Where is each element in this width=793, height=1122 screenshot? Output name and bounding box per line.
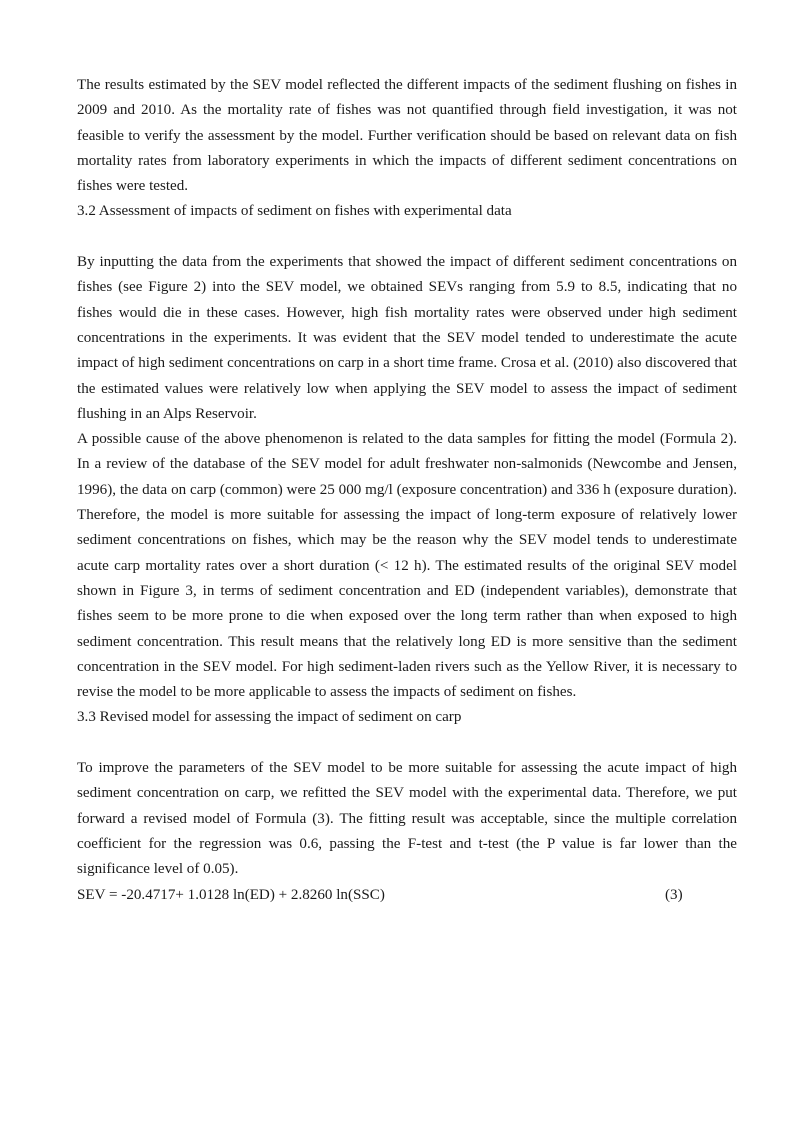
document-page [77, 73, 737, 908]
section-heading-3-2: 3.2 Assessment of impacts of sediment on fishes with experimental data [77, 203, 512, 220]
equation-text: SEV = -20.4717+ 1.0128 ln(ED) + 2.8260 ln(SSC) [77, 886, 385, 903]
paragraph-sev-results: The results estimated by the SEV model reflected the different impacts of the sediment flushing on fishes in 2009 and 2010. As the mortality rate of fishes was not quantified through field investigation, it was not feasible to verify the assessment by the model. Further verification should be based on relevant data on fish mortality rates from laboratory experiments in which the impacts of different sediment concentrations on fishes were tested. [77, 77, 737, 195]
equation-number: (3) [665, 886, 683, 903]
paragraph-possible-cause: A possible cause of the above phenomenon is related to the data samples for fitting the model (Formula 2). In a review of the database of the SEV model for adult freshwater non-salmonids (Newcombe and Jensen, 1996), the data on carp (common) were 25 000 mg/l (exposure concentration) and 336 h (exposure duration). Therefore, the model is more suitable for assessing the impact of long-term exposure of relatively lower sediment concentrations on fishes, which may be the reason why the SEV model tends to underestimate acute carp mortality rates over a short duration (< 12 h). The estimated results of the original SEV model shown in Figure 3, in terms of sediment concentration and ED (independent variables), demonstrate that fishes seem to be more prone to die when exposed over the long term rather than when exposed to high sediment concentration. This result means that the relatively long ED is more sensitive than the sediment concentration in the SEV model. For high sediment-laden rivers such as the Yellow River, it is necessary to revise the model to be more applicable to assess the impacts of sediment on fishes. [77, 431, 737, 701]
spacer [77, 731, 737, 756]
section-heading-3-3: 3.3 Revised model for assessing the impact of sediment on carp [77, 709, 462, 726]
paragraph-revised-model: To improve the parameters of the SEV model to be more suitable for assessing the acute impact of high sediment concentration on carp, we refitted the SEV model with the experimental data. Therefore, we put forward a revised model of Formula (3). The fitting result was acceptable, since the multiple correlation coefficient for the regression was 0.6, passing the F-test and t-test (the P value is far lower than the significance level of 0.05). [77, 760, 737, 878]
paragraph-experimental-data: By inputting the data from the experiments that showed the impact of different sediment concentrations on fishes (see Figure 2) into the SEV model, we obtained SEVs ranging from 5.9 to 8.5, indicating that no fishes would die in these cases. However, high fish mortality rates were observed under high sediment concentrations in the experiments. It was evident that the SEV model tended to underestimate the acute impact of high sediment concentrations on carp in a short time frame. Crosa et al. (2010) also discovered that the estimated values were relatively low when applying the SEV model to assess the impact of sediment flushing in an Alps Reservoir. [77, 254, 737, 422]
equation-3 [77, 883, 737, 908]
spacer [77, 225, 737, 250]
